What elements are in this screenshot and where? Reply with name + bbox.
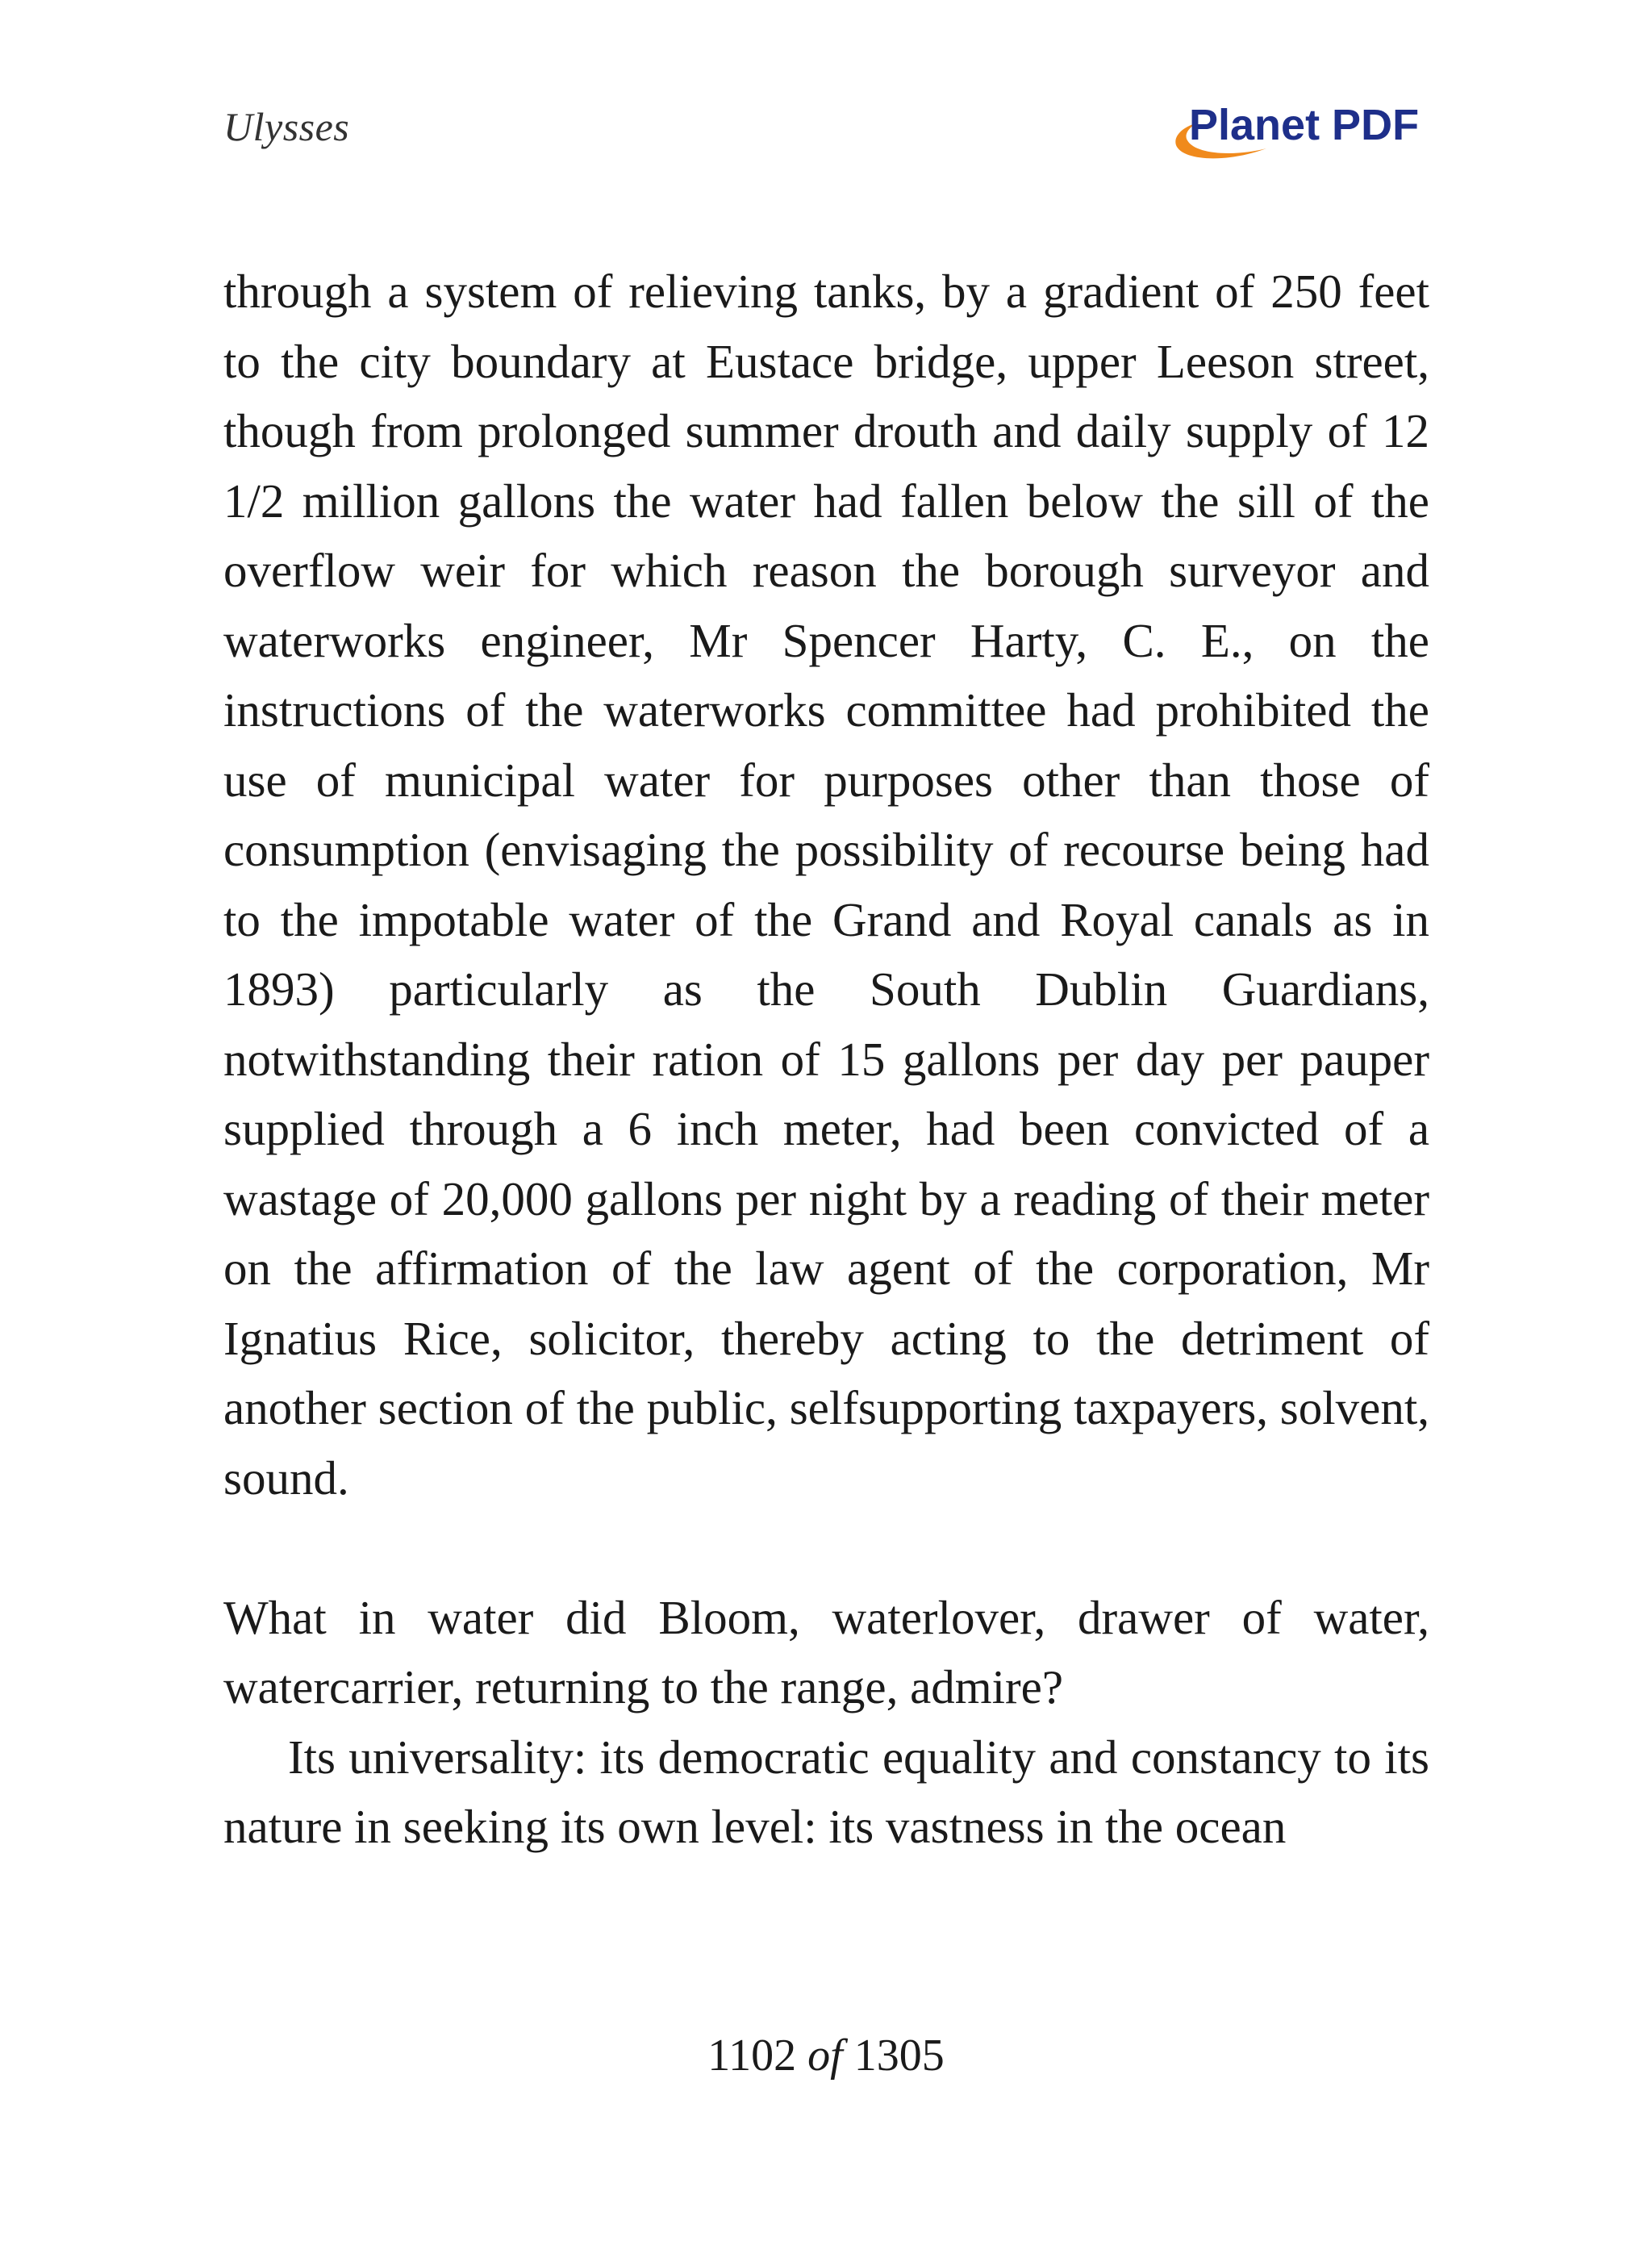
running-title: Ulysses	[223, 104, 350, 149]
total-pages: 1305	[853, 2031, 945, 2081]
current-page: 1102	[707, 2031, 797, 2081]
paragraph-gap	[223, 1513, 1429, 1583]
logo-text: Planet PDF	[1189, 101, 1420, 149]
paragraph-continued: through a system of relieving tanks, by a gradient of 250 feet to the city boundary at Eustace bridge, upper Leeson street, though from prolonged summer drouth and daily supply of 12 1/2 million gallons the water had fallen below the sill of the overflow weir for which reason the borough surveyor and waterworks engineer, Mr Spencer Harty, C. E., on the instructions of the waterworks committee had prohibited the use of municipal water for purposes other than those of consumption (envisaging the possibility of recourse being had to the impotable water of the Grand and Royal canals as in 1893) particularly as the South Dublin Guardians, notwithstanding their ration of 15 gallons per day per pauper supplied through a 6 inch meter, had been convicted of a wastage of 20,000 gallons per night by a reading of their meter on the affirmation of the law agent of the corporation, Mr Ignatius Rice, solicitor, thereby acting to the detriment of another section of the public, selfsupporting taxpayers, solvent, sound.	[223, 265, 1429, 1505]
page-of-label: of	[807, 2031, 843, 2081]
paragraph-question: What in water did Bloom, waterlover, drawer of water, watercarrier, returning to the range, admire?	[223, 1590, 1429, 1713]
page-number	[0, 2030, 1652, 2081]
body-text	[223, 257, 1429, 1862]
paragraph-answer: Its universality: its democratic equality and constancy to its nature in seeking its own level: its vastness in the ocean	[223, 1730, 1429, 1853]
planet-pdf-logo	[1171, 103, 1429, 168]
